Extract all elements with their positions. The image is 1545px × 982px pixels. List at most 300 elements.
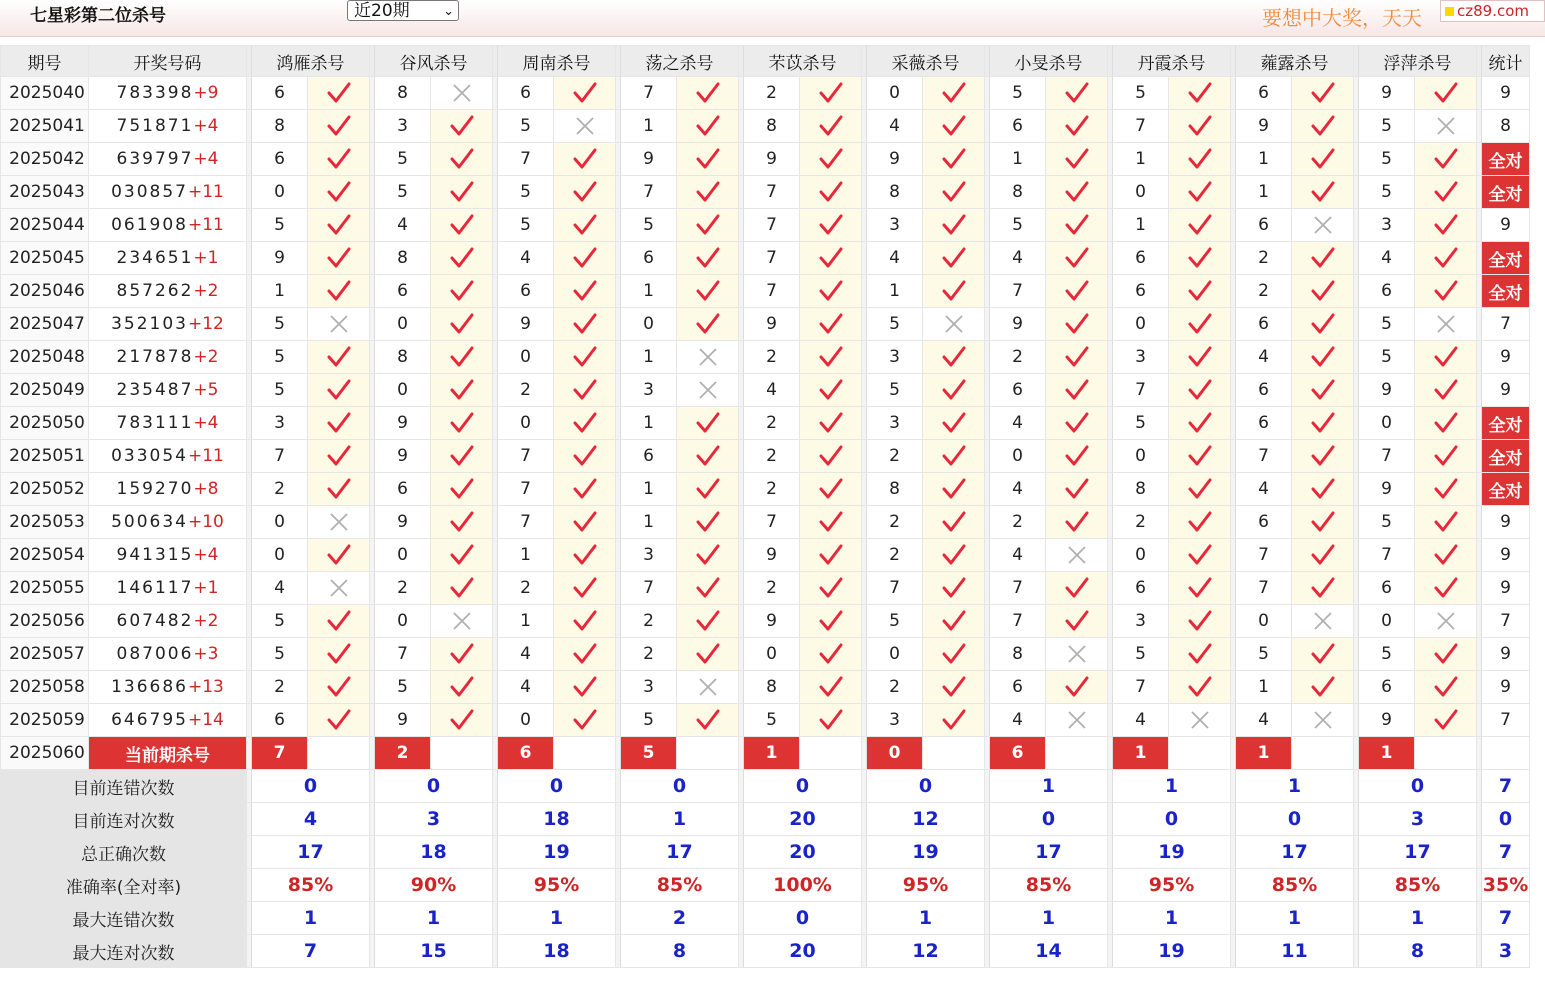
kill-number-cell: 7 xyxy=(990,605,1046,638)
summary-value: 0 xyxy=(1113,803,1231,836)
kill-number-cell: 7 xyxy=(498,143,554,176)
check-icon xyxy=(923,605,985,638)
kill-number-cell: 1 xyxy=(621,407,677,440)
kill-number-cell: 5 xyxy=(621,209,677,242)
check-icon xyxy=(800,110,862,143)
column-header: 期号 xyxy=(1,46,89,77)
summary-value: 14 xyxy=(990,935,1108,968)
kill-number-cell: 5 xyxy=(1359,143,1415,176)
column-header: 周南杀号 xyxy=(498,46,616,77)
kill-number-cell: 9 xyxy=(744,605,800,638)
check-icon xyxy=(1415,242,1477,275)
kill-number-cell: 4 xyxy=(375,209,431,242)
column-header: 采薇杀号 xyxy=(867,46,985,77)
kill-number-cell: 9 xyxy=(1359,473,1415,506)
all-correct-badge: 全对 xyxy=(1482,407,1530,440)
kill-number-cell: 5 xyxy=(1113,638,1169,671)
kill-number-cell: 5 xyxy=(1113,77,1169,110)
kill-number-cell: 6 xyxy=(252,143,308,176)
check-icon xyxy=(431,572,493,605)
column-header: 小旻杀号 xyxy=(990,46,1108,77)
check-icon xyxy=(1169,341,1231,374)
kill-number-cell: 7 xyxy=(867,572,923,605)
cross-icon xyxy=(1292,704,1354,737)
kill-number-cell: 2 xyxy=(252,473,308,506)
period-cell: 2025045 xyxy=(1,242,89,275)
kill-number-cell: 7 xyxy=(1236,572,1292,605)
kill-number-cell: 2 xyxy=(498,374,554,407)
draw-number: 146117 xyxy=(116,578,194,598)
check-icon xyxy=(554,605,616,638)
check-icon xyxy=(554,473,616,506)
check-icon xyxy=(308,77,370,110)
draw-number-cell xyxy=(89,704,247,737)
check-icon xyxy=(1292,77,1354,110)
check-icon xyxy=(800,440,862,473)
kill-number-cell: 9 xyxy=(252,242,308,275)
kill-number-cell: 1 xyxy=(1113,209,1169,242)
kill-number-cell: 0 xyxy=(375,308,431,341)
check-icon xyxy=(1169,407,1231,440)
kill-number-cell: 2 xyxy=(1113,506,1169,539)
table-row xyxy=(1,275,1530,308)
check-icon xyxy=(1169,143,1231,176)
column-header: 谷风杀号 xyxy=(375,46,493,77)
period-cell: 2025044 xyxy=(1,209,89,242)
summary-value: 19 xyxy=(867,836,985,869)
check-icon xyxy=(308,539,370,572)
current-kill-number: 1 xyxy=(744,737,800,770)
summary-label: 准确率(全对率) xyxy=(1,869,247,902)
kill-number-cell: 9 xyxy=(744,308,800,341)
check-icon xyxy=(1169,110,1231,143)
check-icon xyxy=(923,506,985,539)
kill-number-cell: 6 xyxy=(252,704,308,737)
summary-value: 3 xyxy=(375,803,493,836)
summary-value: 85% xyxy=(621,869,739,902)
draw-number-cell xyxy=(89,374,247,407)
summary-value: 12 xyxy=(867,803,985,836)
summary-value: 7 xyxy=(1482,836,1530,869)
stat-cell: 9 xyxy=(1482,539,1530,572)
kill-number-cell: 6 xyxy=(621,242,677,275)
kill-number-cell: 4 xyxy=(1236,341,1292,374)
kill-number-cell: 0 xyxy=(498,341,554,374)
check-icon xyxy=(431,539,493,572)
check-icon xyxy=(923,704,985,737)
kill-number-cell: 1 xyxy=(1236,176,1292,209)
check-icon xyxy=(800,176,862,209)
check-icon xyxy=(800,242,862,275)
summary-row xyxy=(1,869,1530,902)
check-icon xyxy=(1292,671,1354,704)
site-logo[interactable] xyxy=(1440,0,1545,22)
kill-number-cell: 2 xyxy=(375,572,431,605)
summary-row xyxy=(1,935,1530,968)
kill-number-cell: 6 xyxy=(1359,671,1415,704)
check-icon xyxy=(431,671,493,704)
current-kill-number: 1 xyxy=(1359,737,1415,770)
kill-number-cell: 7 xyxy=(990,275,1046,308)
check-icon xyxy=(1046,374,1108,407)
draw-number: 234651 xyxy=(116,248,194,268)
period-select[interactable] xyxy=(347,0,459,21)
check-icon xyxy=(308,473,370,506)
check-icon xyxy=(1169,374,1231,407)
stat-cell: 9 xyxy=(1482,671,1530,704)
kill-number-cell: 0 xyxy=(1113,539,1169,572)
kill-number-cell: 5 xyxy=(1359,110,1415,143)
check-icon xyxy=(1292,143,1354,176)
check-icon xyxy=(1415,275,1477,308)
kill-number-cell: 5 xyxy=(1359,308,1415,341)
kill-number-cell: 5 xyxy=(1359,506,1415,539)
draw-plus: +2 xyxy=(193,611,219,631)
check-icon xyxy=(308,341,370,374)
check-icon xyxy=(431,374,493,407)
check-icon xyxy=(1169,473,1231,506)
draw-number-cell xyxy=(89,506,247,539)
check-icon xyxy=(554,671,616,704)
summary-value: 17 xyxy=(621,836,739,869)
logo-text: cz89.com xyxy=(1457,2,1530,20)
check-icon xyxy=(308,209,370,242)
kill-number-cell: 0 xyxy=(1113,440,1169,473)
summary-value: 7 xyxy=(1482,902,1530,935)
check-icon xyxy=(1292,308,1354,341)
kill-number-cell: 1 xyxy=(252,275,308,308)
check-icon xyxy=(1046,242,1108,275)
check-icon xyxy=(1415,407,1477,440)
check-icon xyxy=(1415,572,1477,605)
kill-number-cell: 2 xyxy=(621,605,677,638)
column-header: 荡之杀号 xyxy=(621,46,739,77)
table-row xyxy=(1,506,1530,539)
draw-plus: +11 xyxy=(188,446,224,466)
summary-value: 15 xyxy=(375,935,493,968)
draw-number-cell xyxy=(89,110,247,143)
kill-number-cell: 8 xyxy=(744,110,800,143)
cross-icon xyxy=(431,77,493,110)
summary-value: 1 xyxy=(990,902,1108,935)
draw-number-cell xyxy=(89,341,247,374)
empty-cell xyxy=(1482,737,1530,770)
summary-value: 1 xyxy=(1359,902,1477,935)
check-icon xyxy=(923,176,985,209)
kill-number-cell: 7 xyxy=(252,440,308,473)
kill-number-cell: 8 xyxy=(867,176,923,209)
check-icon xyxy=(1292,440,1354,473)
kill-number-cell: 3 xyxy=(621,374,677,407)
period-cell: 2025058 xyxy=(1,671,89,704)
check-icon xyxy=(677,572,739,605)
kill-number-cell: 1 xyxy=(498,539,554,572)
draw-number: 646795 xyxy=(111,710,188,730)
draw-plus: +3 xyxy=(193,644,219,664)
check-icon xyxy=(308,143,370,176)
kill-number-cell: 8 xyxy=(375,77,431,110)
check-icon xyxy=(923,143,985,176)
check-icon xyxy=(1292,473,1354,506)
summary-value: 2 xyxy=(621,902,739,935)
check-icon xyxy=(1046,110,1108,143)
empty-cell xyxy=(1046,737,1108,770)
kill-number-cell: 6 xyxy=(1359,275,1415,308)
summary-label: 总正确次数 xyxy=(1,836,247,869)
all-correct-badge: 全对 xyxy=(1482,143,1530,176)
kill-number-cell: 8 xyxy=(990,638,1046,671)
kill-number-cell: 0 xyxy=(744,638,800,671)
check-icon xyxy=(431,275,493,308)
stat-cell: 9 xyxy=(1482,374,1530,407)
check-icon xyxy=(1292,242,1354,275)
draw-number: 607482 xyxy=(116,611,194,631)
draw-number-cell xyxy=(89,143,247,176)
kill-number-cell: 4 xyxy=(1359,242,1415,275)
period-cell: 2025059 xyxy=(1,704,89,737)
kill-number-cell: 9 xyxy=(375,407,431,440)
cross-icon xyxy=(1169,704,1231,737)
check-icon xyxy=(800,638,862,671)
check-icon xyxy=(923,539,985,572)
check-icon xyxy=(1046,506,1108,539)
draw-plus: +8 xyxy=(193,479,219,499)
summary-row xyxy=(1,836,1530,869)
kill-number-cell: 2 xyxy=(867,506,923,539)
summary-value: 0 xyxy=(744,770,862,803)
kill-number-cell: 2 xyxy=(621,638,677,671)
kill-number-cell: 1 xyxy=(621,341,677,374)
kill-number-cell: 0 xyxy=(252,539,308,572)
kill-number-cell: 6 xyxy=(1359,572,1415,605)
draw-number-cell xyxy=(89,308,247,341)
draw-number-cell xyxy=(89,275,247,308)
check-icon xyxy=(1292,176,1354,209)
kill-number-cell: 3 xyxy=(1113,605,1169,638)
empty-cell xyxy=(1415,737,1477,770)
kill-number-cell: 0 xyxy=(498,704,554,737)
check-icon xyxy=(554,242,616,275)
column-header: 蕹露杀号 xyxy=(1236,46,1354,77)
check-icon xyxy=(677,143,739,176)
check-icon xyxy=(923,638,985,671)
summary-value: 0 xyxy=(252,770,370,803)
cross-icon xyxy=(308,506,370,539)
check-icon xyxy=(1415,638,1477,671)
cross-icon xyxy=(1046,638,1108,671)
summary-value: 1 xyxy=(867,902,985,935)
kill-number-cell: 4 xyxy=(1236,473,1292,506)
cross-icon xyxy=(677,341,739,374)
check-icon xyxy=(677,110,739,143)
kill-number-cell: 3 xyxy=(867,341,923,374)
kill-number-cell: 5 xyxy=(1113,407,1169,440)
draw-plus: +11 xyxy=(188,215,224,235)
check-icon xyxy=(677,506,739,539)
period-cell: 2025057 xyxy=(1,638,89,671)
table-row xyxy=(1,572,1530,605)
check-icon xyxy=(308,275,370,308)
kill-number-cell: 5 xyxy=(1236,638,1292,671)
kill-number-cell: 5 xyxy=(498,209,554,242)
check-icon xyxy=(554,143,616,176)
kill-number-cell: 0 xyxy=(867,77,923,110)
kill-number-cell: 2 xyxy=(744,473,800,506)
table-row xyxy=(1,671,1530,704)
kill-number-cell: 1 xyxy=(1113,143,1169,176)
kill-number-cell: 5 xyxy=(1359,341,1415,374)
check-icon xyxy=(923,407,985,440)
summary-value: 1 xyxy=(1236,902,1354,935)
period-cell: 2025053 xyxy=(1,506,89,539)
check-icon xyxy=(800,572,862,605)
period-cell: 2025052 xyxy=(1,473,89,506)
kill-number-cell: 5 xyxy=(1359,638,1415,671)
kill-number-cell: 5 xyxy=(375,671,431,704)
kill-number-cell: 9 xyxy=(1359,704,1415,737)
kill-number-cell: 8 xyxy=(252,110,308,143)
kill-number-cell: 7 xyxy=(498,473,554,506)
check-icon xyxy=(1292,572,1354,605)
summary-value: 19 xyxy=(498,836,616,869)
chevron-down-icon: ⌄ xyxy=(443,4,454,19)
check-icon xyxy=(1415,704,1477,737)
current-kill-number: 1 xyxy=(1113,737,1169,770)
summary-value: 3 xyxy=(1359,803,1477,836)
kill-number-cell: 9 xyxy=(621,143,677,176)
summary-value: 8 xyxy=(1359,935,1477,968)
summary-row xyxy=(1,803,1530,836)
check-icon xyxy=(1046,308,1108,341)
check-icon xyxy=(1046,176,1108,209)
kill-number-cell: 6 xyxy=(375,275,431,308)
kill-number-cell: 5 xyxy=(744,704,800,737)
kill-number-cell: 2 xyxy=(867,671,923,704)
kill-number-cell: 8 xyxy=(375,341,431,374)
summary-label: 目前连错次数 xyxy=(1,770,247,803)
check-icon xyxy=(431,242,493,275)
summary-value: 85% xyxy=(1236,869,1354,902)
kill-number-cell: 2 xyxy=(252,671,308,704)
kill-number-cell: 6 xyxy=(1236,209,1292,242)
check-icon xyxy=(554,506,616,539)
kill-number-cell: 1 xyxy=(621,473,677,506)
kill-number-cell: 2 xyxy=(744,407,800,440)
draw-number: 751871 xyxy=(116,116,194,136)
kill-number-cell: 7 xyxy=(621,176,677,209)
check-icon xyxy=(554,341,616,374)
current-kill-number: 6 xyxy=(498,737,554,770)
draw-number-cell xyxy=(89,605,247,638)
kill-number-cell: 0 xyxy=(375,605,431,638)
kill-number-cell: 5 xyxy=(990,209,1046,242)
kill-number-cell: 9 xyxy=(1236,110,1292,143)
check-icon xyxy=(923,440,985,473)
summary-value: 1 xyxy=(1113,902,1231,935)
check-icon xyxy=(1169,308,1231,341)
kill-number-cell: 8 xyxy=(375,242,431,275)
check-icon xyxy=(923,77,985,110)
current-period-row xyxy=(1,737,1530,770)
kill-number-cell: 5 xyxy=(498,110,554,143)
column-header: 丹霞杀号 xyxy=(1113,46,1231,77)
promo-slogan[interactable]: 要想中大奖，天天 xyxy=(1262,6,1422,30)
draw-plus: +1 xyxy=(193,578,219,598)
summary-value: 100% xyxy=(744,869,862,902)
kill-number-cell: 7 xyxy=(744,275,800,308)
kill-number-cell: 7 xyxy=(375,638,431,671)
kill-number-cell: 8 xyxy=(990,176,1046,209)
check-icon xyxy=(800,671,862,704)
column-header: 统计 xyxy=(1482,46,1530,77)
summary-value: 20 xyxy=(744,935,862,968)
kill-number-cell: 6 xyxy=(1113,275,1169,308)
kill-number-cell: 0 xyxy=(1113,176,1169,209)
kill-number-cell: 0 xyxy=(1359,407,1415,440)
draw-number: 217878 xyxy=(116,347,194,367)
kill-number-cell: 6 xyxy=(1236,407,1292,440)
period-cell: 2025050 xyxy=(1,407,89,440)
summary-value: 0 xyxy=(990,803,1108,836)
summary-value: 17 xyxy=(1236,836,1354,869)
kill-number-cell: 0 xyxy=(1113,308,1169,341)
summary-value: 7 xyxy=(1482,770,1530,803)
check-icon xyxy=(1292,539,1354,572)
column-header: 芣苡杀号 xyxy=(744,46,862,77)
all-correct-badge: 全对 xyxy=(1482,176,1530,209)
check-icon xyxy=(677,704,739,737)
kill-number-cell: 6 xyxy=(1236,506,1292,539)
check-icon xyxy=(1292,638,1354,671)
kill-number-cell: 4 xyxy=(744,374,800,407)
period-cell: 2025041 xyxy=(1,110,89,143)
page-title: 七星彩第二位杀号 xyxy=(30,6,166,26)
kill-number-cell: 6 xyxy=(1236,308,1292,341)
stat-cell: 9 xyxy=(1482,209,1530,242)
kill-number-cell: 3 xyxy=(1113,341,1169,374)
table-row xyxy=(1,143,1530,176)
check-icon xyxy=(677,539,739,572)
cross-icon xyxy=(1415,605,1477,638)
draw-number: 159270 xyxy=(116,479,194,499)
check-icon xyxy=(431,473,493,506)
period-cell: 2025048 xyxy=(1,341,89,374)
check-icon xyxy=(677,308,739,341)
column-header: 浮萍杀号 xyxy=(1359,46,1477,77)
table-row xyxy=(1,407,1530,440)
summary-value: 18 xyxy=(498,935,616,968)
check-icon xyxy=(554,209,616,242)
summary-value: 8 xyxy=(621,935,739,968)
kill-number-cell: 5 xyxy=(252,374,308,407)
check-icon xyxy=(1169,605,1231,638)
draw-number-cell xyxy=(89,77,247,110)
kill-number-cell: 2 xyxy=(1236,275,1292,308)
draw-number-cell xyxy=(89,572,247,605)
kill-number-cell: 4 xyxy=(990,407,1046,440)
cross-icon xyxy=(1292,605,1354,638)
summary-label: 最大连错次数 xyxy=(1,902,247,935)
kill-number-cell: 1 xyxy=(990,143,1046,176)
check-icon xyxy=(1415,176,1477,209)
kill-number-cell: 5 xyxy=(498,176,554,209)
draw-number-cell xyxy=(89,638,247,671)
kill-number-cell: 0 xyxy=(375,539,431,572)
check-icon xyxy=(800,143,862,176)
check-icon xyxy=(308,242,370,275)
table-row xyxy=(1,308,1530,341)
kill-number-cell: 6 xyxy=(375,473,431,506)
